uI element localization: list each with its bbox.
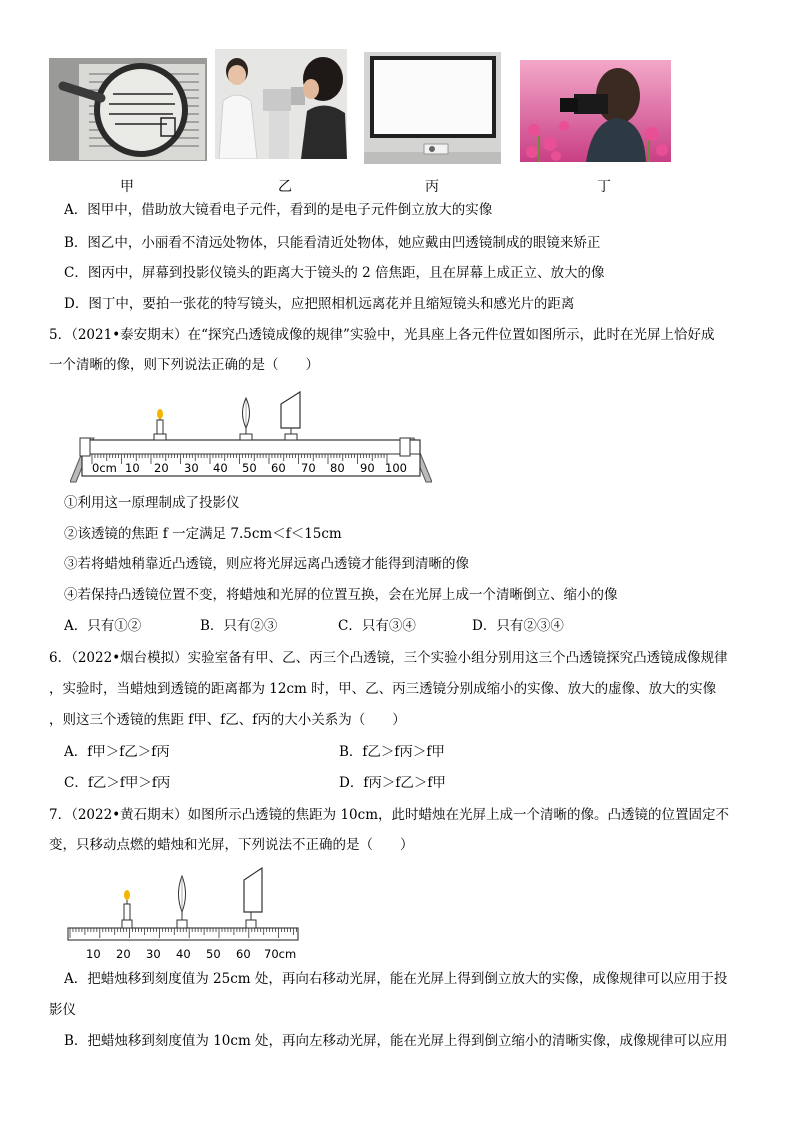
caption-jia: 甲 xyxy=(120,179,134,195)
q5-tick-label: 10 xyxy=(125,461,140,475)
q5-option-c: C．只有③④ xyxy=(338,618,416,634)
q5-tick-label: 60 xyxy=(271,461,286,475)
q5-tick-label: 70 xyxy=(301,461,316,475)
q5-tick-label: 80 xyxy=(330,461,345,475)
photo-magnifier xyxy=(49,58,207,161)
q5-option-d: D．只有②③④ xyxy=(472,618,564,634)
q6-option-b: B．f乙＞f丙＞f甲 xyxy=(339,744,445,760)
q5-tick-label: 30 xyxy=(184,461,199,475)
q4-option-b: B．图乙中，小丽看不清远处物体，只能看清近处物体，她应戴由凹透镜制成的眼镜来矫正 xyxy=(64,235,601,251)
q6-stem-line3: ，则这三个透镜的焦距 f甲、f乙、f丙的大小关系为（ ） xyxy=(49,712,406,728)
q5-tick-label: 50 xyxy=(242,461,257,475)
photo-camera-flowers xyxy=(520,60,671,162)
q5-stem-line1: 5．（2021•泰安期末）在“探究凸透镜成像的规律”实验中，光具座上各元件位置如图所示，此时在光屏上恰好成 xyxy=(49,327,715,343)
photo-projector xyxy=(364,52,501,164)
q7-tick-label: 70cm xyxy=(264,947,297,961)
photo-eye-exam xyxy=(215,49,347,159)
q5-stem-line2: 一个清晰的像，则下列说法正确的是（ ） xyxy=(49,357,319,373)
q7-option-a-line1: A．把蜡烛移到刻度值为 25cm 处，再向右移动光屏，能在光屏上得到倒立放大的实像，成像规律可以应用于投 xyxy=(64,971,728,987)
q6-stem-line2: ，实验时，当蜡烛到透镜的距离都为 12cm 时，甲、乙、丙三透镜分别成缩小的实像、放大的虚像、放大的实像 xyxy=(49,681,717,697)
q7-tick-label: 40 xyxy=(176,947,191,961)
q6-stem-line1: 6．（2022•烟台模拟）实验室备有甲、乙、丙三个凸透镜，三个实验小组分别用这三个凸透镜探究凸透镜成像规律 xyxy=(49,650,728,666)
q6-option-d: D．f丙＞f乙＞f甲 xyxy=(339,775,446,791)
caption-ding: 丁 xyxy=(597,179,611,195)
q7-tick-label: 10 xyxy=(86,947,101,961)
q7-option-b-line1: B．把蜡烛移到刻度值为 10cm 处，再向左移动光屏，能在光屏上得到倒立缩小的清晰实像，成像规律可以应用 xyxy=(64,1033,728,1049)
q7-stem-line2: 变，只移动点燃的蜡烛和光屏，下列说法不正确的是（ ） xyxy=(49,837,414,853)
q5-statement-2: ②该透镜的焦距 f 一定满足 7.5cm＜f＜15cm xyxy=(64,526,342,542)
q5-option-a: A．只有①② xyxy=(64,618,142,634)
q7-tick-label: 30 xyxy=(146,947,161,961)
q6-option-c: C．f乙＞f甲＞f丙 xyxy=(64,775,171,791)
q5-statement-1: ①利用这一原理制成了投影仪 xyxy=(64,495,240,511)
q7-tick-label: 20 xyxy=(116,947,131,961)
caption-yi: 乙 xyxy=(278,179,292,195)
optical-bench-figure-q5 xyxy=(70,384,432,490)
optical-bench-figure-q7 xyxy=(66,866,302,962)
q7-option-a-line2: 影仪 xyxy=(49,1002,76,1018)
q5-tick-label: 20 xyxy=(154,461,169,475)
q5-tick-label: 40 xyxy=(213,461,228,475)
q5-option-b: B．只有②③ xyxy=(200,618,278,634)
q5-statement-4: ④若保持凸透镜位置不变，将蜡烛和光屏的位置互换，会在光屏上成一个清晰倒立、缩小的像 xyxy=(64,587,618,603)
q4-option-d: D．图丁中，要拍一张花的特写镜头，应把照相机远离花并且缩短镜头和感光片的距离 xyxy=(64,296,575,312)
q4-option-a: A．图甲中，借助放大镜看电子元件，看到的是电子元件倒立放大的实像 xyxy=(64,202,493,218)
q4-option-c: C．图丙中，屏幕到投影仪镜头的距离大于镜头的 2 倍焦距，且在屏幕上成正立、放大的像 xyxy=(64,265,605,281)
q5-statement-3: ③若将蜡烛稍靠近凸透镜，则应将光屏远离凸透镜才能得到清晰的像 xyxy=(64,556,469,572)
q7-tick-label: 50 xyxy=(206,947,221,961)
caption-bing: 丙 xyxy=(425,179,439,195)
q5-tick-label: 0cm xyxy=(92,461,117,475)
q7-stem-line1: 7．（2022•黄石期末）如图所示凸透镜的焦距为 10cm，此时蜡烛在光屏上成一个清晰的像。凸透镜的位置固定不 xyxy=(49,807,729,823)
q7-tick-label: 60 xyxy=(236,947,251,961)
q5-tick-label: 90 xyxy=(360,461,375,475)
q6-option-a: A．f甲＞f乙＞f丙 xyxy=(64,744,170,760)
q5-tick-label: 100 xyxy=(385,461,407,475)
